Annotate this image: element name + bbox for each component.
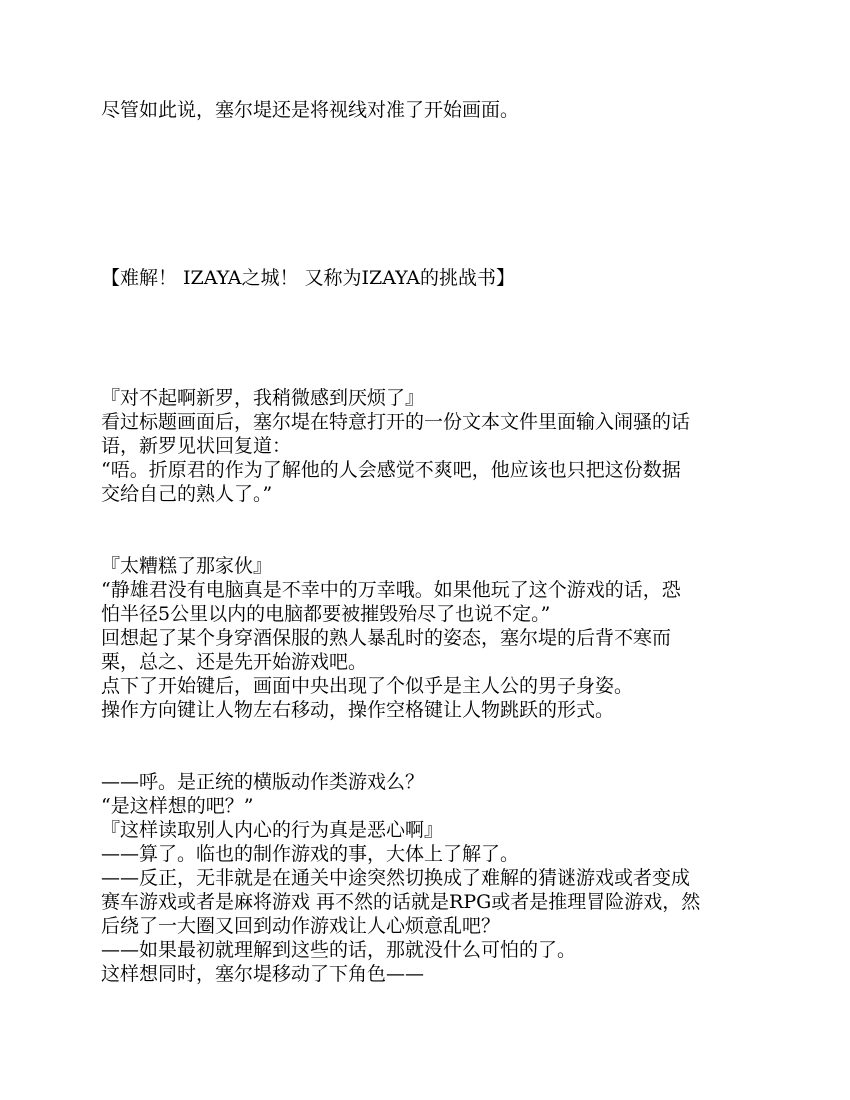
text-line: 栗，总之、还是先开始游戏吧。	[101, 651, 368, 673]
text-line: ——呼。是正统的横版动作类游戏么？	[101, 771, 425, 793]
text-line: 看过标题画面后，塞尔堤在特意打开的一份文本文件里面输入闹骚的话	[101, 411, 691, 433]
text-line: ——反正，无非就是在通关中途突然切换成了难解的猜谜游戏或者变成	[101, 867, 691, 889]
text-line: 『对不起啊新罗，我稍微感到厌烦了』	[101, 387, 425, 409]
text-line: 交给自己的熟人了。”	[101, 483, 273, 505]
text-line: 操作方向键让人物左右移动，操作空格键让人物跳跃的形式。	[101, 699, 615, 721]
text-line: 赛车游戏或者是麻将游戏 再不然的话就是RPG或者是推理冒险游戏，然	[101, 891, 701, 913]
text-line: “唔。折原君的作为了解他的人会感觉不爽吧，他应该也只把这份数据	[101, 459, 681, 481]
text-line: 后绕了一大圈又回到动作游戏让人心烦意乱吧？	[101, 915, 501, 937]
text-line: 语，新罗见状回复道：	[101, 435, 292, 457]
text-line: 尽管如此说，塞尔堤还是将视线对准了开始画面。	[101, 99, 520, 121]
text-line: 『太糟糕了那家伙』	[101, 555, 273, 577]
text-line: “是这样想的吧？”	[101, 795, 254, 817]
text-line: 怕半径5公里以内的电脑都要被摧毁殆尽了也说不定。”	[101, 603, 551, 625]
text-line: 『这样读取别人内心的行为真是恶心啊』	[101, 819, 444, 841]
text-line: “静雄君没有电脑真是不幸中的万幸哦。如果他玩了这个游戏的话，恐	[101, 579, 681, 601]
text-line: ——算了。临也的制作游戏的事，大体上了解了。	[101, 843, 520, 865]
text-line: 回想起了某个身穿酒保服的熟人暴乱时的姿态，塞尔堤的后背不寒而	[101, 627, 672, 649]
text-line: 这样想同时，塞尔堤移动了下角色——	[101, 963, 425, 985]
chapter-heading: 【难解！ IZAYA之城！ 又称为IZAYA的挑战书】	[101, 267, 515, 289]
text-line: ——如果最初就理解到这些的话，那就没什么可怕的了。	[101, 939, 577, 961]
text-line: 点下了开始键后，画面中央出现了个似乎是主人公的男子身姿。	[101, 675, 634, 697]
